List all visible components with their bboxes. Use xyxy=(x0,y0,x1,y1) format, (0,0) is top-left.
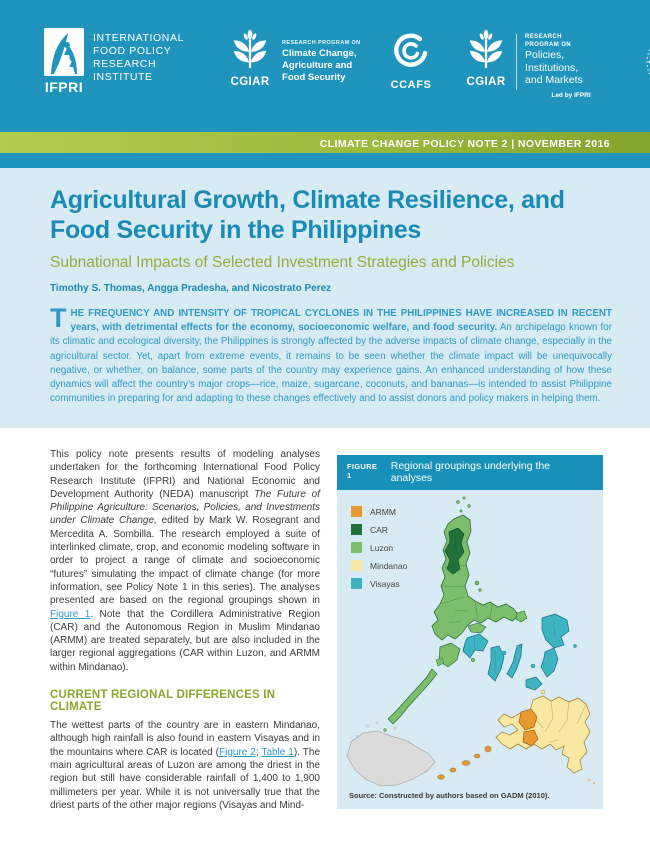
legend-item-visayas: Visayas xyxy=(351,578,407,589)
map-islet xyxy=(471,658,475,662)
map-region-masbate xyxy=(468,623,486,633)
ccafs-spiral-logo: CCAFS xyxy=(388,28,434,91)
masthead xyxy=(0,0,650,132)
map-region-borneo xyxy=(347,731,435,786)
cgiar-logo-2: CGIAR xyxy=(464,28,508,99)
map-islet xyxy=(593,782,595,784)
map-islet xyxy=(384,729,387,732)
pim-program-text: RESEARCH PROGRAM ON Policies, Institutions, and Markets Led by IFPRI xyxy=(525,34,591,99)
cgiar-wheat-icon xyxy=(466,28,506,70)
map-islet xyxy=(479,589,482,592)
ifpri-name: INTERNATIONAL FOOD POLICY RESEARCH INSTITUTE xyxy=(93,32,185,83)
map-region-palawan xyxy=(388,669,437,724)
title-block xyxy=(0,168,650,428)
ifpri-logo xyxy=(44,28,184,95)
legend-swatch-armm xyxy=(351,506,362,517)
authors-line: Timothy S. Thomas, Angga Pradesha, and Nicostrato Perez xyxy=(50,283,332,294)
map-region-luzon xyxy=(432,515,519,640)
climate-paragraph: The wettest parts of the country are in eastern Mindanao, although high rainfall is also found in eastern Visayas and in the mountains where CAR is located (Figure 2; Table 1). The main agricultural areas of Luzon are among the driest in the region but still have considerable rainfall of 1,400 to 1,900 millimeters per year. While it is not universally true that the driest parts of the other major regions (Visayas and Mind- xyxy=(50,720,320,811)
legend-swatch-visayas xyxy=(351,578,362,589)
map-legend xyxy=(351,506,407,596)
legend-item-luzon: Luzon xyxy=(351,542,407,553)
ccafs-program-text: RESEARCH PROGRAM ON Climate Change, Agriculture and Food Security xyxy=(282,40,361,83)
figure-1 xyxy=(337,455,603,812)
figure-1-label: FIGURE 1 xyxy=(347,462,378,480)
map-islet xyxy=(541,690,545,694)
ccafs-logo-group xyxy=(228,28,434,91)
page-subtitle: Subnational Impacts of Selected Investment Strategies and Policies xyxy=(50,254,515,271)
figure-1-title: Regional groupings underlying the analyses xyxy=(390,460,551,484)
teal-divider-strip xyxy=(0,153,650,168)
page-title: Agricultural Growth, Climate Resilience, and Food Security in the Philippines xyxy=(50,186,565,244)
drop-cap: T xyxy=(50,303,67,333)
figure1-link[interactable]: Figure 1 xyxy=(50,608,91,620)
cgiar-wheat-icon xyxy=(230,28,270,70)
legend-item-car: CAR xyxy=(351,524,407,535)
figure2-link[interactable]: Figure 2 xyxy=(218,746,256,758)
table1-link[interactable]: Table 1 xyxy=(261,746,294,758)
legend-item-armm: ARMM xyxy=(351,506,407,517)
legend-swatch-luzon xyxy=(351,542,362,553)
map-islet xyxy=(475,581,479,585)
section-heading-climate: CURRENT REGIONAL DIFFERENCES IN CLIMATE xyxy=(50,689,276,714)
legend-item-mindanao: Mindanao xyxy=(351,560,407,571)
legend-swatch-car xyxy=(351,524,362,535)
pim-logo-group xyxy=(464,28,617,99)
ifpri-tree-icon xyxy=(44,28,84,76)
figure-source: Source: Constructed by authors based on GADM (2010). xyxy=(349,791,550,800)
intro-paragraph: This policy note presents results of modeling analyses undertaken for the forthcoming International Food Policy Research Institute (IFPRI) and National Economic and Development Authority (NEDA) manuscript The Future of Philippine Agriculture: Scenarios, Policies, and Investments under Climate Change, edited by Mark W. Rosegrant and Mercedita A. Sombilla. The research employed a suite of interlinked climate, crop, and economic modeling software in order to project a range of climate and socioeconomic “futures” simulating the impact of climate change (for more information, see Policy Note 1 in this series). The analyses presented are based on the regional groupings shown in Figure 1. Note that the Cordillera Administrative Region (CAR) and the Autonomous Region in Muslim Mindanao (ARMM) are treated separately, but are also included in the larger regional aggregations (CAR within Luzon, and ARMM within Mindanao). xyxy=(50,449,321,673)
ccafs-spiral-icon xyxy=(391,32,431,72)
body-text-column xyxy=(50,448,320,812)
ifpri-acronym: IFPRI xyxy=(44,79,84,95)
abstract xyxy=(50,303,612,406)
map-islet xyxy=(588,779,590,781)
neda-seal-icon xyxy=(643,31,650,93)
main-content xyxy=(0,428,650,812)
map-region-mindanao xyxy=(496,696,590,773)
figure-1-body xyxy=(337,490,603,809)
divider xyxy=(516,34,517,90)
series-banner xyxy=(0,132,650,153)
cgiar-logo: CGIAR xyxy=(228,28,272,91)
abstract-bold-lead: HE FREQUENCY AND INTENSITY OF TROPICAL CYCLONES IN THE PHILIPPINES HAVE INCREASED IN RECENT years, with detrimental effects for the economy, socioeconomic welfare, and food security. xyxy=(70,308,612,334)
legend-swatch-mindanao xyxy=(351,560,362,571)
abstract-body: An archipelago known for its climatic and ecological diversity, the Philippines is strongly affected by the adverse impacts of climate change, especially in the agricultural sector. Yet, apart from extreme events, it remains to be seen whether the climate impact will be unequivocally negative, or whether, on balance, some parts of the country may experience gains. An enhanced understanding of how these dynamics will affect the country’s major crops—rice, maize, sugarcane, coconuts, and bananas—is intended to assist Philippine communities in preparing for and adapting to these changes effectively and to assist donors and policy makers in helping them. xyxy=(50,322,612,405)
manuscript-title: The Future of Philippine Agriculture: Scenarios, Policies, and Investments under Climate Change, xyxy=(50,488,320,527)
map-region-catanduanes xyxy=(516,611,527,622)
figure-1-header xyxy=(337,455,603,490)
neda-seal xyxy=(643,28,650,98)
series-banner-text: CLIMATE CHANGE POLICY NOTE 2 | NOVEMBER 2016 xyxy=(319,138,610,150)
map-region-batanes xyxy=(457,497,471,512)
